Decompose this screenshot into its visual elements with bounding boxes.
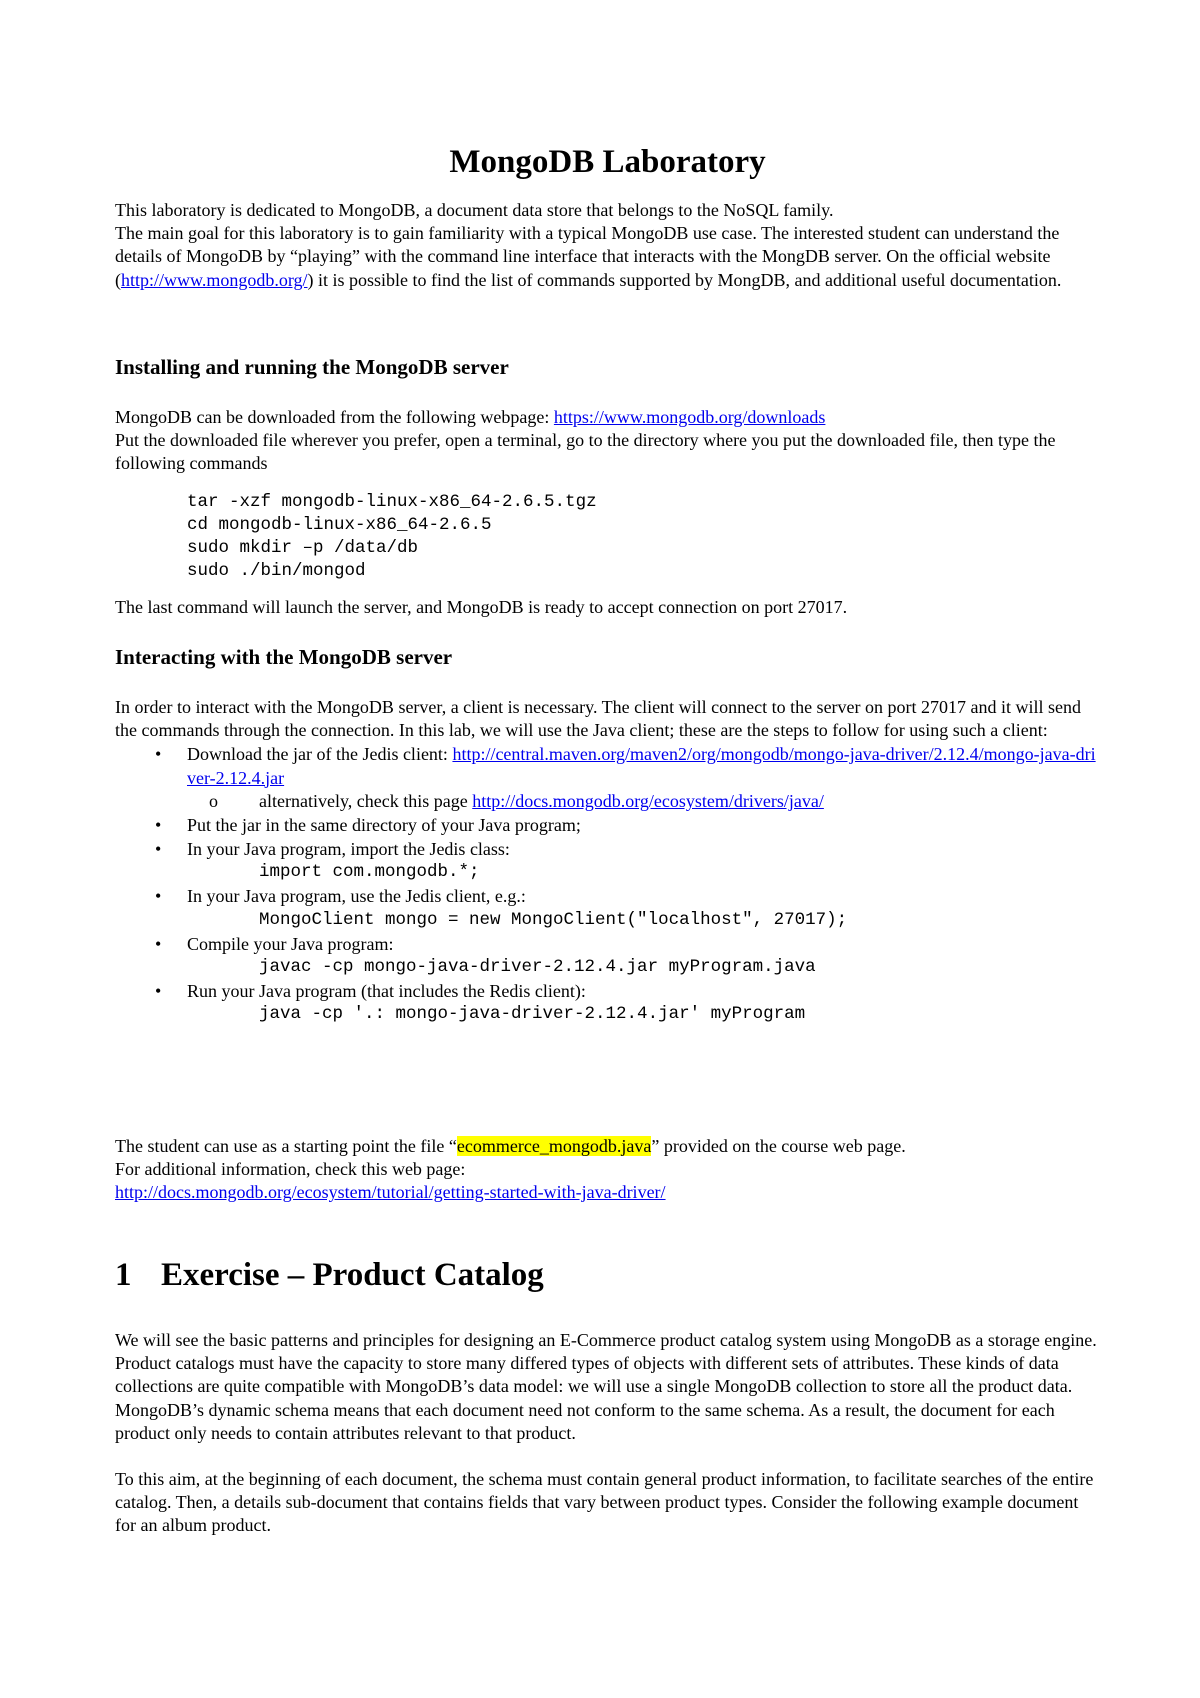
exercise-heading: [115, 1255, 1100, 1295]
code-line: javac -cp mongo-java-driver-2.12.4.jar myProgram.java: [259, 956, 816, 977]
download-text: MongoDB can be downloaded from the following webpage:: [115, 407, 554, 427]
bullet-icon: •: [155, 839, 162, 860]
sub-step-text: alternatively, check this page: [259, 790, 473, 811]
exercise-paragraph-1: We will see the basic patterns and principles for designing an E-Commerce product catalog system using MongoDB as a storage engine. Product catalogs must have the capacity to store many differed types of objects with different sets of attributes. These kinds of data collections are quite compatible with MongoDB’s data model: we will use a single MongoDB collection to store all the product data. MongoDB’s dynamic schema means that each document need not conform to the same schema. As a result, the document for each product only needs to contain attributes relevant to that product.: [115, 1330, 1097, 1443]
exercise-section: [115, 1255, 1100, 1295]
installing-section: [115, 354, 1100, 380]
exercise-number: 1: [115, 1257, 132, 1293]
installing-body: [115, 406, 1100, 476]
command-line: sudo ./bin/mongod: [187, 561, 366, 581]
sub-list-item: [187, 790, 1100, 813]
bullet-icon: •: [155, 980, 162, 1001]
intro-section: [115, 199, 1100, 292]
list-item: [115, 814, 1100, 837]
intro-text: The main goal for this laboratory is to gain familiarity with a typical MongoDB use case. The interested student can understand the details of MongoDB by “playing” with the command line interface that interacts with the MongDB server. On the official website (: [115, 223, 1060, 290]
jar-download-link[interactable]: http://central.maven.org/maven2/org/mongodb/mongo-java-driver/2.12.4/mongo-java-driver-2.12.4.jar: [187, 744, 1096, 788]
list-item: [115, 980, 1100, 1026]
highlighted-filename: ecommerce_mongodb.java: [456, 1136, 652, 1156]
interacting-intro: In order to interact with the MongoDB server, a client is necessary. The client will connect to the server on port 27017 and it will send the commands through the connection. In this lab, we will use the Java client; these are the steps to follow for using such a client:: [115, 697, 1082, 741]
interacting-section: [115, 644, 1100, 670]
intro-text-after: ) it is possible to find the list of commands supported by MongDB, and additional useful documentation.: [307, 269, 1062, 290]
additional-link-line: [115, 1181, 1100, 1204]
list-item: [115, 838, 1100, 884]
bullet-icon: •: [155, 815, 162, 836]
bullet-icon: •: [155, 933, 162, 954]
code-line: import com.mongodb.*;: [259, 862, 480, 883]
step-text: Put the jar in the same directory of your Java program;: [187, 815, 581, 836]
list-item: [115, 885, 1100, 931]
getting-started-link[interactable]: http://docs.mongodb.org/ecosystem/tutorial/getting-started-with-java-driver/: [115, 1182, 666, 1203]
command-line: cd mongodb-linux-x86_64-2.6.5: [187, 515, 492, 535]
exercise-title: Exercise – Product Catalog: [161, 1257, 544, 1293]
interacting-body: [115, 696, 1100, 1027]
bullet-icon: •: [155, 744, 162, 765]
page-title: MongoDB Laboratory: [449, 144, 766, 180]
mongodb-website-link[interactable]: http://www.mongodb.org/: [121, 269, 308, 290]
step-text: In your Java program, import the Jedis class:: [187, 839, 510, 860]
starting-point-paragraph: [115, 1135, 1100, 1158]
code-line: MongoClient mongo = new MongoClient("localhost", 27017);: [259, 909, 848, 930]
intro-line: This laboratory is dedicated to MongoDB, a document data store that belongs to the NoSQL family.: [115, 200, 834, 220]
list-item: [115, 933, 1100, 979]
intro-paragraph: [115, 222, 1100, 292]
code-line: java -cp '.: mongo-java-driver-2.12.4.jar' myProgram: [259, 1004, 806, 1025]
additional-info: For additional information, check this web page:: [115, 1159, 466, 1180]
after-commands: [115, 596, 1100, 619]
java-drivers-link[interactable]: http://docs.mongodb.org/ecosystem/drivers/java/: [472, 790, 824, 811]
starting-text: The student can use as a starting point the file “: [115, 1136, 457, 1156]
command-line: sudo mkdir –p /data/db: [187, 538, 419, 558]
step-text: In your Java program, use the Jedis client, e.g.:: [187, 886, 526, 907]
step-text: Compile your Java program:: [187, 933, 394, 954]
bullet-icon: •: [155, 886, 162, 907]
exercise-paragraph-2: To this aim, at the beginning of each document, the schema must contain general product information, to facilitate searches of the entire catalog. Then, a details sub-document that contains fields that vary between product types. Consider the following example document for an album product.: [115, 1469, 1094, 1536]
downloads-link[interactable]: https://www.mongodb.org/downloads: [553, 407, 826, 427]
sub-bullet-icon: o: [209, 790, 218, 811]
instructions-paragraph: Put the downloaded file wherever you prefer, open a terminal, go to the directory where you put the downloaded file, then type the following commands: [115, 430, 1056, 474]
after-commands-text: The last command will launch the server, and MongoDB is ready to accept connection on port 27017.: [115, 597, 848, 617]
step-text: Run your Java program (that includes the Redis client):: [187, 980, 586, 1001]
download-paragraph: [115, 406, 1100, 429]
step-text: Download the jar of the Jedis client:: [187, 744, 453, 765]
steps-list: [115, 743, 1100, 1026]
list-item: [115, 743, 1100, 813]
install-commands: [115, 491, 1172, 583]
resources-section: [115, 1135, 1100, 1205]
command-line: tar -xzf mongodb-linux-x86_64-2.6.5.tgz: [187, 492, 597, 512]
interacting-heading: Interacting with the MongoDB server: [115, 645, 453, 669]
exercise-body: [115, 1329, 1100, 1538]
starting-text-after: ” provided on the course web page.: [651, 1136, 906, 1156]
installing-heading: Installing and running the MongoDB server: [115, 355, 509, 379]
